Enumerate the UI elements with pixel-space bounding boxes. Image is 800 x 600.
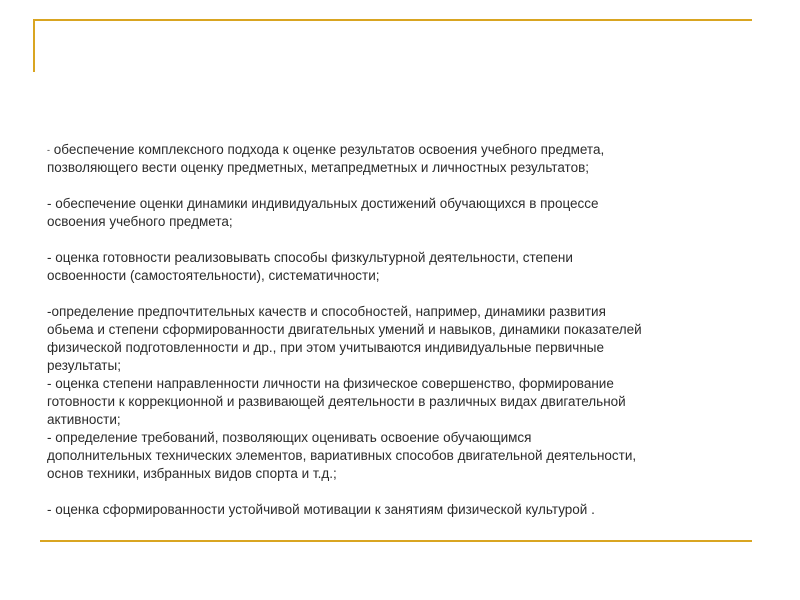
paragraph-gap (47, 483, 747, 501)
paragraph-requirements: - определение требований, позволяющих оценивать освоение обучающимся дополнительных технических элементов, вариативных способов двигательной деятельности, основ техники, избранных видов спорта и т.д.; (47, 430, 637, 481)
paragraph-personality-orientation: - оценка степени направленности личности на физическое совершенство, формирование готовности к коррекционной и развивающей деятельности в различных видах двигательной активности; (47, 376, 626, 427)
paragraph-text: обеспечение комплексного подхода к оценке результатов освоения учебного предмета, позволяющего вести оценку предметных, метапредметных и личностных результатов; (47, 142, 605, 175)
frame-left-line (33, 19, 35, 72)
slide-text-block (47, 141, 747, 519)
paragraph-motivation: - оценка сформированности устойчивой мотивации к занятиям физической культурой . (47, 502, 595, 517)
bullet-dash: - (47, 145, 50, 155)
paragraph-comprehensive-approach (47, 141, 747, 177)
paragraph-dynamics-assessment: - обеспечение оценки динамики индивидуальных достижений обучающихся в процессе освоения учебного предмета; (47, 196, 599, 229)
paragraph-readiness-assessment: - оценка готовности реализовывать способы физкультурной деятельности, степени освоенности (самостоятельности), систематичности; (47, 250, 573, 283)
paragraph-gap (47, 177, 747, 195)
frame-bottom-line (40, 540, 752, 542)
frame-top-line (33, 19, 752, 21)
paragraph-gap (47, 231, 747, 249)
paragraph-gap (47, 285, 747, 303)
paragraph-preferred-qualities: -определение предпочтительных качеств и способностей, например, динамики развития обьема и степени сформированности двигательных умений и навыков, динамики показателей физической подготовленности и др., при этом учитываются индивидуальные первичные результаты; (47, 304, 642, 373)
